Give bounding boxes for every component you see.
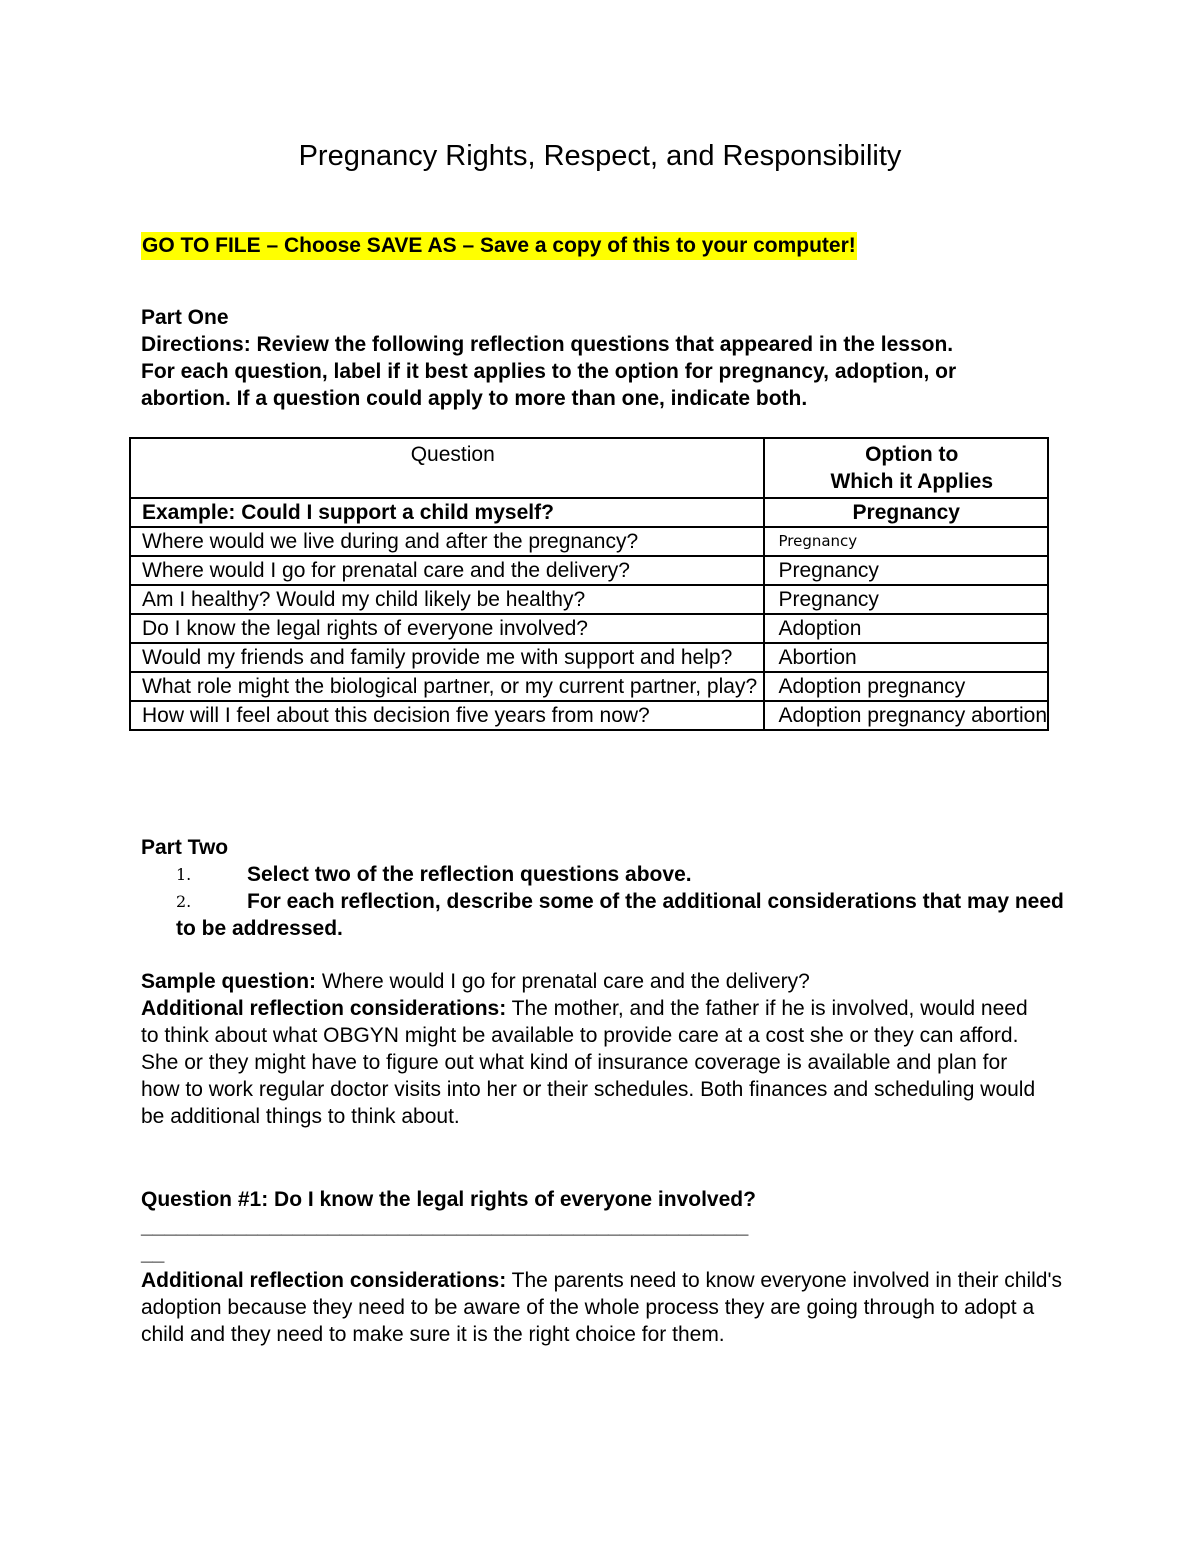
table-row — [130, 672, 1048, 701]
row-question[interactable]: Would my friends and family provide me with support and help? — [130, 643, 764, 672]
row-option[interactable]: Pregnancy — [764, 585, 1048, 614]
table-row — [130, 585, 1048, 614]
table-row — [130, 556, 1048, 585]
part-two-section — [141, 834, 1071, 942]
row-question[interactable]: What role might the biological partner, or my current partner, play? — [130, 672, 764, 701]
directions-line-1: Directions: Review the following reflection questions that appeared in the lesson. — [141, 333, 954, 356]
answer-line-tail: __ — [141, 1242, 165, 1265]
list-number: 1. — [176, 865, 192, 884]
row-option[interactable]: Adoption pregnancy — [764, 672, 1048, 701]
list-item — [141, 861, 1071, 888]
table-header-row — [130, 438, 1048, 498]
sample-question-text: Where would I go for prenatal care and the delivery? — [316, 970, 810, 993]
table-row — [130, 614, 1048, 643]
answer-line[interactable]: ____________________________________________________ — [141, 1215, 749, 1238]
example-question: Example: Could I support a child myself? — [130, 498, 764, 527]
directions-line-3: abortion. If a question could apply to more than one, indicate both. — [141, 387, 808, 410]
header-option-line-1: Option to — [865, 443, 959, 466]
row-option[interactable]: Adoption pregnancy abortion — [764, 701, 1048, 730]
question-1-considerations — [141, 1267, 1066, 1348]
part-two-list — [141, 861, 1071, 942]
row-option[interactable]: Adoption — [764, 614, 1048, 643]
header-option-line-2: Which it Applies — [830, 470, 994, 493]
sample-considerations — [141, 995, 1046, 1130]
header-question: Question — [130, 438, 764, 498]
row-question[interactable]: Where would we live during and after the pregnancy? — [130, 527, 764, 556]
question-1-section — [141, 1186, 1071, 1348]
save-notice: GO TO FILE – Choose SAVE AS – Save a copy of this to your computer! — [141, 232, 857, 260]
list-item-text: For each reflection, describe some of the additional considerations that may need to be addressed. — [176, 890, 1064, 940]
part-one-heading: Part One — [141, 306, 229, 329]
question-1-prompt — [141, 1186, 1051, 1267]
sample-considerations-label: Additional reflection considerations: — [141, 997, 507, 1020]
reflection-table — [129, 437, 1049, 731]
question-1-label: Question #1: Do I know the legal rights of everyone involved? — [141, 1188, 756, 1211]
row-question[interactable]: How will I feel about this decision five years from now? — [130, 701, 764, 730]
row-question[interactable]: Do I know the legal rights of everyone involved? — [130, 614, 764, 643]
row-option[interactable]: Pregnancy — [764, 556, 1048, 585]
sample-section — [141, 968, 1071, 1130]
question-1-considerations-label: Additional reflection considerations: — [141, 1269, 507, 1292]
list-item-text: Select two of the reflection questions above. — [247, 863, 692, 886]
row-question[interactable]: Am I healthy? Would my child likely be healthy? — [130, 585, 764, 614]
sample-considerations-text: The mother, and the father if he is involved, would need to think about what OBGYN might be available to provide care at a cost she or they can afford. She or they might have to figure out what kind of insurance coverage is available and plan for how to work regular doctor visits into her or their schedules. Both finances and scheduling would be additional things to think about. — [141, 997, 1036, 1128]
table-row — [130, 527, 1048, 556]
part-two-heading: Part Two — [141, 836, 229, 859]
table-row — [130, 701, 1048, 730]
table-row — [130, 643, 1048, 672]
list-number: 2. — [176, 892, 192, 911]
directions-line-2: For each question, label if it best applies to the option for pregnancy, adoption, or — [141, 360, 957, 383]
sample-question — [141, 968, 1071, 995]
row-option[interactable]: Abortion — [764, 643, 1048, 672]
list-item — [141, 888, 1071, 942]
sample-question-label: Sample question: — [141, 970, 317, 993]
row-option[interactable]: Pregnancy — [764, 527, 1048, 556]
part-one-section — [141, 304, 1071, 412]
header-option — [764, 438, 1048, 498]
question-1-considerations-text[interactable]: The parents need to know everyone involved in their child's adoption because they need to be aware of the whole process they are going through to adopt a child and they need to make sure it is the right choice for them. — [141, 1269, 1062, 1346]
example-option: Pregnancy — [764, 498, 1048, 527]
table-example-row — [130, 498, 1048, 527]
document-title: Pregnancy Rights, Respect, and Responsibility — [298, 140, 902, 172]
row-question[interactable]: Where would I go for prenatal care and the delivery? — [130, 556, 764, 585]
